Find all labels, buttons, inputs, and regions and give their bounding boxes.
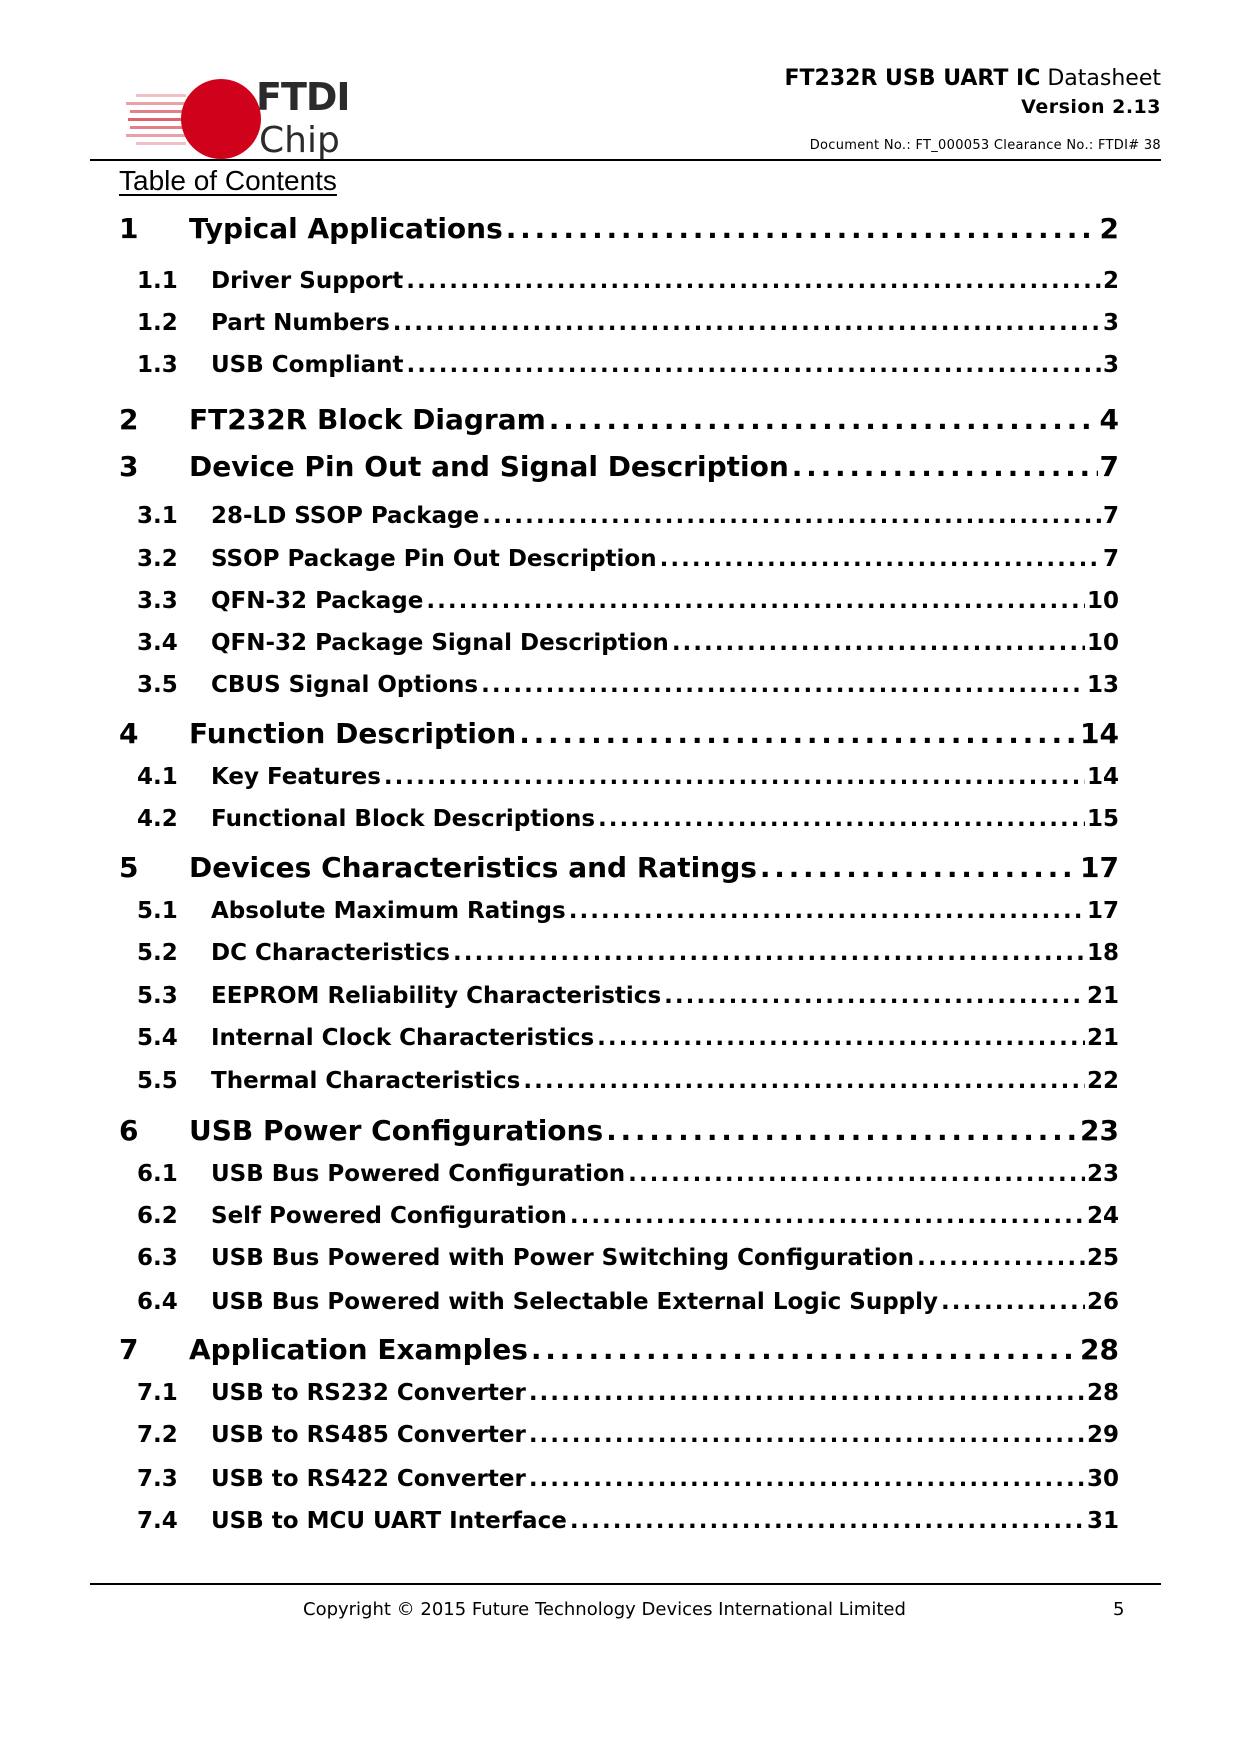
toc-entry[interactable] [137, 1380, 1119, 1406]
toc-entry-page: 28 [1086, 1380, 1119, 1406]
toc-entry-number: 7.1 [137, 1380, 178, 1406]
toc-entry[interactable] [137, 1203, 1119, 1229]
toc-entry-number: 1 [119, 212, 139, 245]
toc-entry-page: 14 [1086, 764, 1119, 790]
version-label: Version 2.13 [1021, 96, 1161, 118]
toc-entry-title: Key Features [211, 764, 381, 790]
toc-entry-title: DC Characteristics [211, 940, 450, 966]
toc-entry-title: Absolute Maximum Ratings [211, 898, 566, 924]
toc-entry[interactable] [137, 268, 1119, 294]
toc-entry-page: 25 [1086, 1245, 1119, 1271]
toc-entry[interactable] [137, 1245, 1119, 1271]
toc-entry[interactable] [119, 851, 1119, 884]
toc-entry[interactable] [119, 450, 1119, 483]
toc-entry[interactable] [137, 546, 1119, 572]
toc-dot-leader [597, 1025, 1085, 1051]
toc-entry-page: 3 [1102, 352, 1119, 378]
toc-entry-number: 3 [119, 450, 139, 483]
toc-entry-title: Function Description [189, 717, 517, 750]
toc-entry-page: 21 [1086, 983, 1119, 1009]
toc-entry-number: 1.1 [137, 268, 178, 294]
toc-dot-leader [426, 588, 1085, 614]
toc-dot-leader [407, 352, 1101, 378]
toc-entry-page: 28 [1080, 1333, 1119, 1366]
toc-entry-title: Driver Support [211, 268, 404, 294]
toc-entry[interactable] [137, 672, 1119, 698]
toc-entry-page: 7 [1102, 546, 1119, 572]
toc-entry-page: 7 [1102, 503, 1119, 529]
toc-dot-leader [660, 546, 1101, 572]
toc-entry-title: Devices Characteristics and Ratings [189, 851, 757, 884]
toc-entry-title: QFN-32 Package [211, 588, 424, 614]
toc-entry-title: CBUS Signal Options [211, 672, 479, 698]
toc-entry-title: USB Bus Powered Configuration [211, 1161, 626, 1187]
toc-dot-leader [664, 983, 1085, 1009]
toc-entry-number: 6.4 [137, 1289, 178, 1315]
toc-entry-number: 7.4 [137, 1508, 178, 1534]
toc-entry-number: 3.3 [137, 588, 178, 614]
toc-entry[interactable] [137, 1025, 1119, 1051]
toc-entry-title: FT232R Block Diagram [189, 403, 546, 436]
toc-entry[interactable] [137, 806, 1119, 832]
toc-entry-page: 23 [1080, 1114, 1119, 1147]
toc-entry-number: 7.2 [137, 1422, 178, 1448]
toc-entry-title: Typical Applications [189, 212, 503, 245]
toc-dot-leader [598, 806, 1085, 832]
toc-entry[interactable] [119, 1114, 1119, 1147]
datasheet-title-rest: Datasheet [1047, 66, 1161, 91]
toc-dot-leader [941, 1289, 1085, 1315]
toc-dot-leader [529, 1380, 1085, 1406]
toc-entry-title: Part Numbers [211, 310, 390, 336]
toc-entry-title: Thermal Characteristics [211, 1068, 521, 1094]
toc-entry[interactable] [137, 630, 1119, 656]
toc-entry[interactable] [137, 1422, 1119, 1448]
toc-entry-number: 5.1 [137, 898, 178, 924]
logo-text-chip: Chip [259, 120, 340, 161]
toc-entry-number: 5 [119, 851, 139, 884]
toc-entry-number: 4.1 [137, 764, 178, 790]
toc-dot-leader [569, 898, 1085, 924]
toc-entry-page: 31 [1086, 1508, 1119, 1534]
toc-entry[interactable] [119, 1333, 1119, 1366]
toc-entry-number: 6.1 [137, 1161, 178, 1187]
toc-dot-leader [482, 503, 1101, 529]
toc-entry-number: 3.4 [137, 630, 178, 656]
toc-dot-leader [792, 450, 1098, 483]
toc-entry[interactable] [137, 983, 1119, 1009]
toc-dot-leader [570, 1508, 1085, 1534]
toc-entry[interactable] [137, 310, 1119, 336]
toc-entry[interactable] [119, 212, 1119, 245]
toc-entry-page: 17 [1080, 851, 1119, 884]
toc-entry-title: USB to RS232 Converter [211, 1380, 526, 1406]
toc-dot-leader [453, 940, 1085, 966]
toc-entry-title: USB to RS422 Converter [211, 1466, 526, 1492]
logo-text-ftdi: FTDI [256, 75, 350, 119]
toc-entry-number: 6.3 [137, 1245, 178, 1271]
toc-entry-page: 21 [1086, 1025, 1119, 1051]
toc-entry[interactable] [119, 717, 1119, 750]
toc-entry[interactable] [137, 352, 1119, 378]
toc-entry-page: 14 [1080, 717, 1119, 750]
toc-entry-page: 23 [1086, 1161, 1119, 1187]
toc-entry[interactable] [137, 503, 1119, 529]
toc-entry[interactable] [137, 588, 1119, 614]
toc-entry-title: USB Power Configurations [189, 1114, 604, 1147]
toc-entry-number: 1.3 [137, 352, 178, 378]
toc-entry[interactable] [137, 1068, 1119, 1094]
toc-entry[interactable] [137, 1508, 1119, 1534]
toc-dot-leader [393, 310, 1101, 336]
toc-entry[interactable] [137, 1161, 1119, 1187]
toc-entry-page: 4 [1099, 403, 1119, 436]
footer-divider [90, 1583, 1161, 1585]
toc-entry-title: SSOP Package Pin Out Description [211, 546, 657, 572]
document-number: Document No.: FT_000053 Clearance No.: FTDI# 38 [809, 138, 1161, 153]
toc-entry-page: 15 [1086, 806, 1119, 832]
copyright-notice: Copyright © 2015 Future Technology Devices International Limited [303, 1599, 906, 1620]
toc-entry-page: 7 [1099, 450, 1119, 483]
toc-entry[interactable] [137, 1466, 1119, 1492]
toc-dot-leader [570, 1203, 1085, 1229]
toc-entry-number: 5.3 [137, 983, 178, 1009]
toc-entry-title: USB Bus Powered with Selectable External Logic Supply [211, 1289, 939, 1315]
toc-heading: Table of Contents [119, 165, 337, 196]
toc-entry-number: 6 [119, 1114, 139, 1147]
toc-entry-number: 7 [119, 1333, 139, 1366]
toc-entry-page: 13 [1086, 672, 1119, 698]
toc-entry-number: 4 [119, 717, 139, 750]
toc-entry-title: USB Bus Powered with Power Switching Configuration [211, 1245, 914, 1271]
toc-entry-page: 2 [1099, 212, 1119, 245]
toc-entry-number: 5.2 [137, 940, 178, 966]
toc-entry-number: 1.2 [137, 310, 178, 336]
toc-entry-title: Internal Clock Characteristics [211, 1025, 595, 1051]
toc-dot-leader [628, 1161, 1085, 1187]
toc-entry-page: 10 [1086, 630, 1119, 656]
toc-entry-title: 28-LD SSOP Package [211, 503, 480, 529]
toc-dot-leader [917, 1245, 1085, 1271]
toc-entry-title: Self Powered Configuration [211, 1203, 567, 1229]
toc-entry[interactable] [137, 898, 1119, 924]
toc-entry-page: 30 [1086, 1466, 1119, 1492]
toc-dot-leader [506, 212, 1098, 245]
datasheet-title-bold: FT232R USB UART IC [784, 66, 1041, 91]
toc-dot-leader [406, 268, 1101, 294]
toc-entry-page: 2 [1102, 268, 1119, 294]
toc-entry-title: USB to RS485 Converter [211, 1422, 526, 1448]
toc-entry-number: 3.5 [137, 672, 178, 698]
toc-entry-title: USB to MCU UART Interface [211, 1508, 567, 1534]
toc-dot-leader [529, 1422, 1085, 1448]
toc-entry-page: 3 [1102, 310, 1119, 336]
toc-dot-leader [519, 717, 1078, 750]
toc-entry-title: Application Examples [189, 1333, 528, 1366]
toc-entry-number: 2 [119, 403, 139, 436]
toc-entry-title: Functional Block Descriptions [211, 806, 596, 832]
toc-entry-number: 4.2 [137, 806, 178, 832]
toc-dot-leader [481, 672, 1085, 698]
toc-dot-leader [523, 1068, 1085, 1094]
toc-dot-leader [606, 1114, 1078, 1147]
toc-entry-title: EEPROM Reliability Characteristics [211, 983, 662, 1009]
toc-dot-leader [549, 403, 1098, 436]
toc-entry-page: 18 [1086, 940, 1119, 966]
toc-entry[interactable] [119, 403, 1119, 436]
toc-entry-title: USB Compliant [211, 352, 404, 378]
toc-entry-title: Device Pin Out and Signal Description [189, 450, 789, 483]
toc-entry-number: 7.3 [137, 1466, 178, 1492]
toc-entry-title: QFN-32 Package Signal Description [211, 630, 669, 656]
toc-entry[interactable] [137, 764, 1119, 790]
toc-dot-leader [384, 764, 1085, 790]
toc-entry-page: 22 [1086, 1068, 1119, 1094]
toc-entry-number: 6.2 [137, 1203, 178, 1229]
toc-entry[interactable] [137, 1289, 1119, 1315]
toc-entry-number: 5.5 [137, 1068, 178, 1094]
page-number: 5 [1113, 1599, 1125, 1620]
toc-entry-page: 10 [1086, 588, 1119, 614]
toc-entry-number: 5.4 [137, 1025, 178, 1051]
toc-entry-page: 26 [1086, 1289, 1119, 1315]
toc-entry-page: 17 [1086, 898, 1119, 924]
toc-entry-page: 24 [1086, 1203, 1119, 1229]
toc-dot-leader [531, 1333, 1078, 1366]
toc-dot-leader [760, 851, 1078, 884]
toc-entry-number: 3.1 [137, 503, 178, 529]
toc-entry[interactable] [137, 940, 1119, 966]
toc-dot-leader [672, 630, 1085, 656]
toc-dot-leader [529, 1466, 1085, 1492]
toc-entry-page: 29 [1086, 1422, 1119, 1448]
toc-entry-number: 3.2 [137, 546, 178, 572]
